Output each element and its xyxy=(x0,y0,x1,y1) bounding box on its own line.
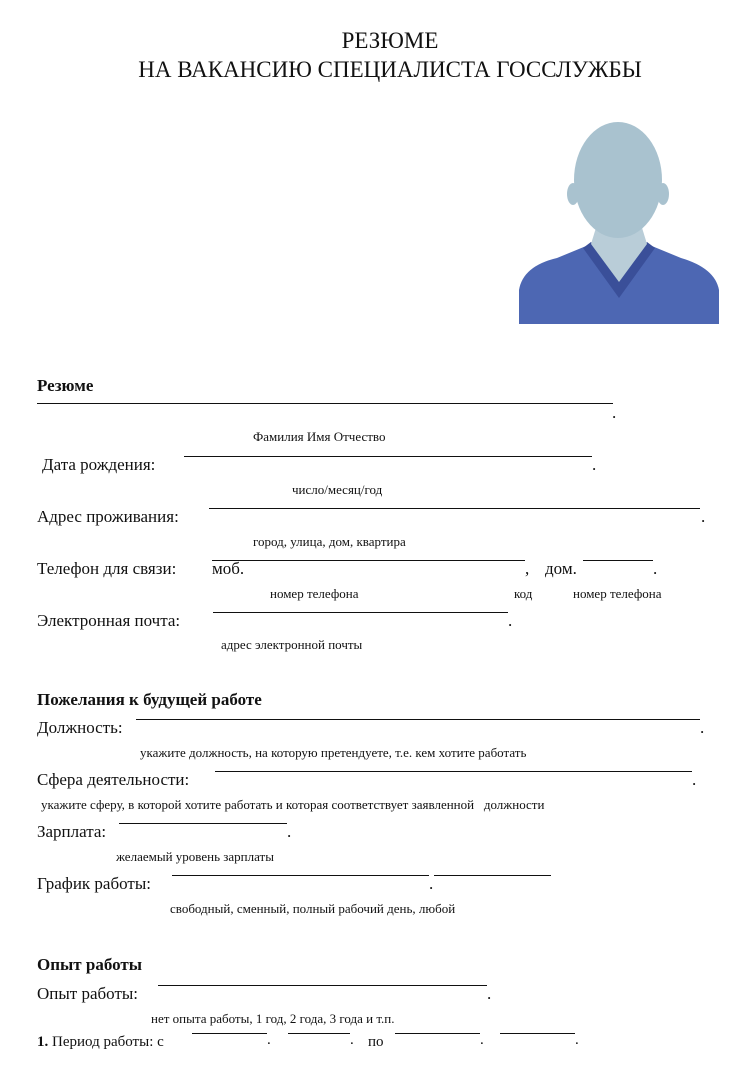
schedule-field-extra[interactable] xyxy=(434,875,551,876)
address-hint: город, улица, дом, квартира xyxy=(253,534,406,549)
phone-hint-number: номер телефона xyxy=(270,586,359,601)
full-name-period: . xyxy=(612,403,617,422)
experience-hint: нет опыта работы, 1 год, 2 года, 3 года и т.п. xyxy=(151,1011,395,1026)
phone-label: Телефон для связи: xyxy=(37,559,177,578)
period-label: Период работы: с xyxy=(52,1034,164,1050)
schedule-label: График работы: xyxy=(37,874,151,893)
phone-home-field[interactable] xyxy=(583,560,653,561)
phone-home-period: . xyxy=(653,559,658,578)
period-to-label: по xyxy=(368,1034,384,1050)
phone-hint-number2: номер телефона xyxy=(573,586,662,601)
document-title-line2: НА ВАКАНСИЮ СПЕЦИАЛИСТА ГОССЛУЖБЫ xyxy=(138,57,642,82)
phone-comma: , xyxy=(525,559,530,578)
period-to-day-field[interactable] xyxy=(395,1033,480,1034)
experience-field[interactable] xyxy=(158,985,487,986)
period-from-day-field[interactable] xyxy=(192,1033,267,1034)
birth-date-label: Дата рождения: xyxy=(42,455,156,474)
address-field[interactable] xyxy=(209,508,700,509)
salary-hint: желаемый уровень зарплаты xyxy=(116,849,274,864)
position-period: . xyxy=(700,718,705,737)
address-label: Адрес проживания: xyxy=(37,507,179,526)
position-label: Должность: xyxy=(37,718,123,737)
position-field[interactable] xyxy=(136,719,700,720)
email-field[interactable] xyxy=(213,612,508,613)
period-to-dot: . xyxy=(480,1032,484,1048)
birth-date-period: . xyxy=(592,455,597,474)
sphere-period: . xyxy=(692,770,697,789)
salary-period: . xyxy=(287,822,292,841)
schedule-hint: свободный, сменный, полный рабочий день, любой xyxy=(170,901,456,916)
sphere-hint: укажите сферу, в которой хотите работать и которая соответствует заявленной должности xyxy=(41,797,545,812)
period-from-dot: . xyxy=(267,1032,271,1048)
email-hint: адрес электронной почты xyxy=(221,637,363,652)
full-name-hint: Фамилия Имя Отчество xyxy=(253,429,386,444)
salary-label: Зарплата: xyxy=(37,822,107,841)
address-period: . xyxy=(701,507,706,526)
salary-field[interactable] xyxy=(119,823,287,824)
experience-label: Опыт работы: xyxy=(37,984,139,1003)
phone-mobile-prefix: моб. xyxy=(212,559,245,578)
birth-date-field[interactable] xyxy=(184,456,592,457)
section-heading-experience: Опыт работы xyxy=(37,955,143,974)
schedule-period: . xyxy=(429,874,434,893)
phone-home-prefix: дом. xyxy=(545,559,577,578)
document-title-line1: РЕЗЮМЕ xyxy=(341,28,439,53)
period-to-year-dot: . xyxy=(575,1032,579,1048)
period-to-year-field[interactable] xyxy=(500,1033,575,1034)
birth-date-hint: число/месяц/год xyxy=(292,482,383,497)
sphere-label: Сфера деятельности: xyxy=(37,770,190,789)
period-from-year-field[interactable] xyxy=(288,1033,350,1034)
section-heading-wishes: Пожелания к будущей работе xyxy=(37,690,262,709)
email-label: Электронная почта: xyxy=(37,611,181,630)
experience-period: . xyxy=(487,984,492,1003)
period-number: 1. xyxy=(37,1034,49,1050)
sphere-field[interactable] xyxy=(215,771,692,772)
schedule-field[interactable] xyxy=(172,875,429,876)
email-period: . xyxy=(508,611,513,630)
person-silhouette-icon xyxy=(517,118,721,326)
full-name-field[interactable] xyxy=(37,403,613,404)
period-from-year-dot: . xyxy=(350,1032,354,1048)
phone-hint-code: код xyxy=(514,586,533,601)
period-row xyxy=(37,1034,164,1051)
section-heading-resume: Резюме xyxy=(37,376,94,395)
position-hint: укажите должность, на которую претендуете, т.е. кем хотите работать xyxy=(140,745,527,760)
phone-mobile-field[interactable] xyxy=(212,560,525,561)
